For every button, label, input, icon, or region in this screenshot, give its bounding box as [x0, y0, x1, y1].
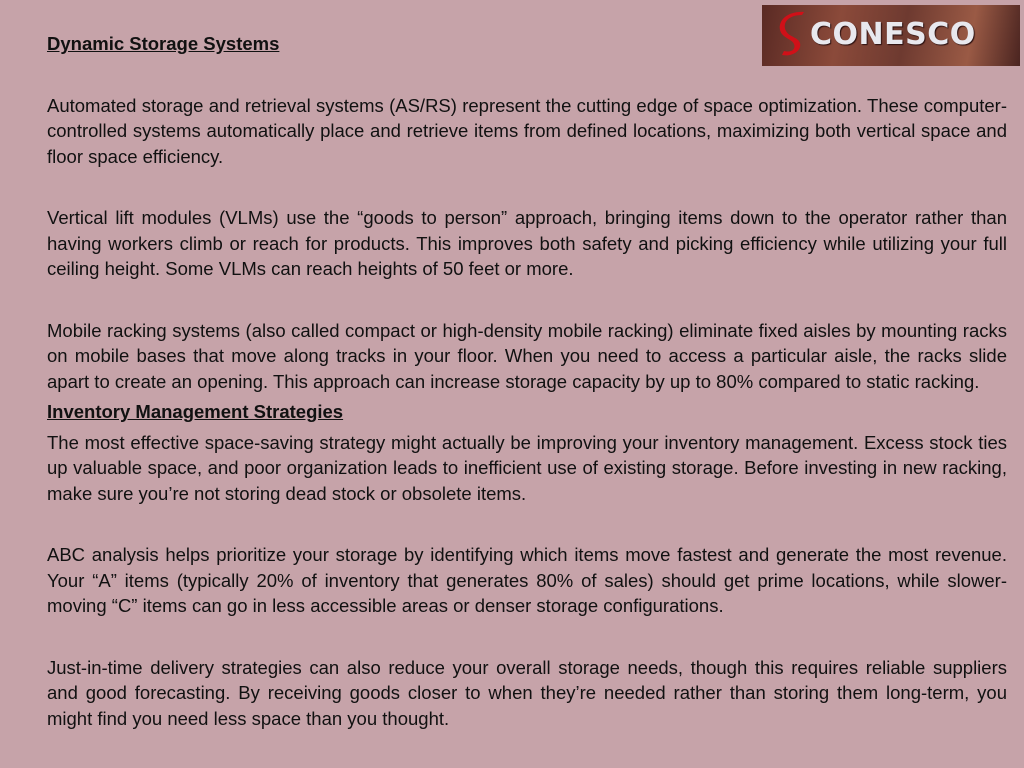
paragraph-mobile-racking: Mobile racking systems (also called compact or high-density mobile racking) eliminate fixed aisles by mounting racks on mobile bases that move along tracks in your floor. When you need to access a particular aisle, the racks slide apart to create an opening. This approach can increase storage capacity by up to 80% compared to static racking.: [47, 319, 1007, 392]
paragraph-abc-analysis: ABC analysis helps prioritize your storage by identifying which items move fastest and generate the most revenue. Your “A” items (typically 20% of inventory that generates 80% of sales) should get prime locations, while slower-moving “C” items can go in less accessible areas or denser storage configurations.: [47, 544, 1007, 616]
spacer: [47, 169, 1007, 205]
paragraph-inventory-management: The most effective space-saving strategy might actually be improving your inventory management. Excess stock ties up valuable space, and poor organization leads to inefficient use of existing storage. Before investing in new racking, make sure you’re not storing dead stock or obsolete items.: [47, 431, 1007, 504]
section-heading-inventory: Inventory Management Strategies: [47, 401, 344, 422]
spacer: [47, 282, 1007, 318]
spacer: [47, 57, 1007, 93]
article-body: [47, 31, 1007, 731]
paragraph-vlm: Vertical lift modules (VLMs) use the “goods to person” approach, bringing items down to the operator rather than having workers climb or reach for products. This improves both safety and picking efficiency while utilizing your full ceiling height. Some VLMs can reach heights of 50 feet or more.: [47, 207, 1007, 279]
spacer: [47, 506, 1007, 542]
paragraph-asrs: Automated storage and retrieval systems (AS/RS) represent the cutting edge of space optimization. These computer-controlled systems automatically place and retrieve items from defined locations, maximizing both vertical space and floor space efficiency.: [47, 94, 1007, 167]
logo-text: CONESCO: [810, 17, 976, 52]
paragraph-just-in-time: Just-in-time delivery strategies can also reduce your overall storage needs, though this requires reliable suppliers and good forecasting. By receiving goods closer to when they’re needed rather than storing them long-term, you might find you need less space than you thought.: [47, 656, 1007, 729]
spacer: [47, 619, 1007, 655]
section-heading-dynamic-storage: Dynamic Storage Systems: [47, 33, 280, 54]
